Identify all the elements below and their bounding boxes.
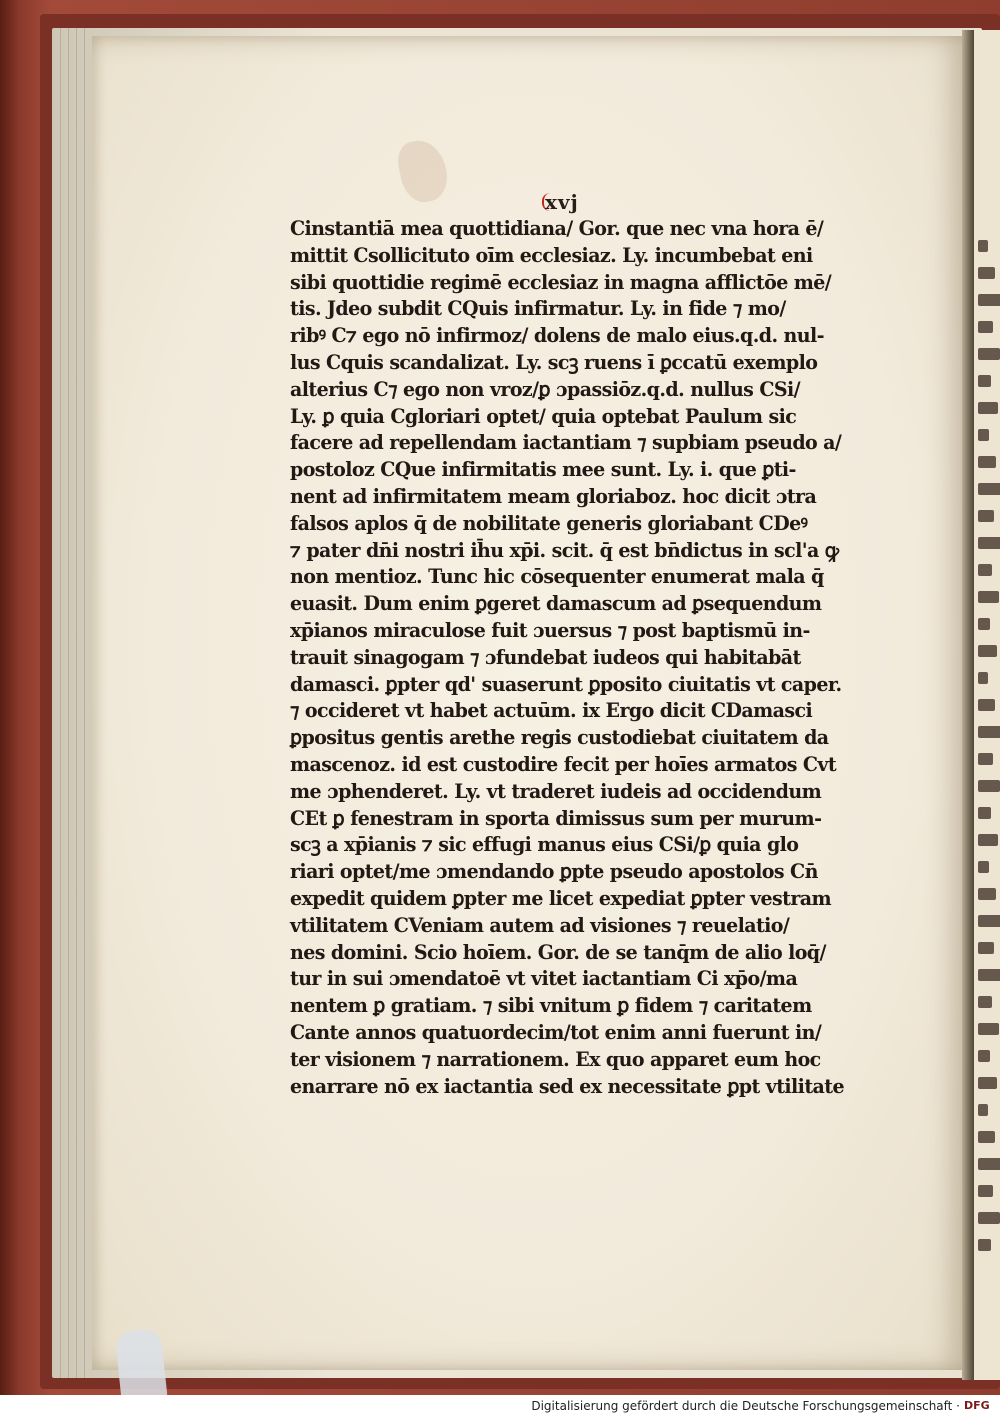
text-line: riari optet/me ɔmendando ꝑpte pseudo apostolos Cn̄ xyxy=(290,860,818,884)
text-line: postoloz CQue infirmitatis mee sunt. Ly. i. que ꝑti- xyxy=(290,458,796,482)
text-line: damasci. ꝑpter qd' suaserunt ꝑposito ciuitatis vt caper. xyxy=(290,672,842,696)
text-line: ⁊ occideret vt habet actuūm. ix Ergo dicit CDamasci xyxy=(290,699,813,723)
text-line: euasit. Dum enim ꝑgeret damascum ad ꝑsequendum xyxy=(290,592,822,616)
text-line: ꝑpositus gentis arethe regis custodiebat ciuitatem da xyxy=(290,726,829,750)
thumb-holder xyxy=(114,1328,167,1402)
folio-number: xvj xyxy=(545,190,579,214)
text-line: sibi quottidie regimē ecclesiaz in magna afflictōe mē/ xyxy=(290,270,832,294)
text-line: alterius C⁊ ego non vroz/ꝑ ɔpassiōz.q.d. nullus CSi/ xyxy=(290,377,801,401)
text-line: nent ad infirmitatem meam gloriaboz. hoc dicit ɔtra xyxy=(290,484,817,508)
text-line: ribꝰ C⁊ ego nō infirmoz/ dolens de malo eius.q.d. nul- xyxy=(290,324,824,348)
text-line: expedit quidem ꝑpter me licet expediat ꝑpter vestram xyxy=(290,886,832,910)
text-line: Cinstantiā mea quottidiana/ Gor. que nec vna hora ē/ xyxy=(290,217,824,240)
text-line: tur in sui ɔmendatoē vt vitet iactantiam Ci xp̄o/ma xyxy=(290,967,798,991)
text-line: enarrare nō ex iactantia sed ex necessitate ꝑpt vtilitate xyxy=(290,1074,844,1098)
text-line: Ly. ꝑ quia Cgloriari optet/ quia optebat Paulum sic xyxy=(290,404,797,428)
text-line: ter visionem ⁊ narrationem. Ex quo apparet eum hoc xyxy=(290,1047,821,1071)
text-line: ⁊ pater dn̄i nostri ih̄u xp̄i. scit. q̄ est bn̄dictus in scl'a ꝙ xyxy=(290,538,839,562)
footer-bar xyxy=(0,1395,1000,1419)
text-line: CEt ꝑ fenestram in sporta dimissus sum per murum- xyxy=(290,806,822,830)
text-line: facere ad repellendam iactantiam ⁊ supbiam pseudo a/ xyxy=(290,431,842,455)
text-line: scꝫ a xp̄ianis ⁊ sic effugi manus eius CSi/ꝑ quia glo xyxy=(290,833,799,857)
text-line: Cante annos quatuordecim/tot enim anni fuerunt in/ xyxy=(290,1020,822,1044)
text-line: xp̄ianos miraculose fuit ɔuersus ⁊ post baptismū in- xyxy=(290,618,810,642)
text-block xyxy=(290,216,890,1100)
text-line: falsos aplos q̄ de nobilitate generis gloriabant CDeꝰ xyxy=(290,511,808,535)
dfg-logo: DFG xyxy=(964,1399,990,1412)
text-line: vtilitatem CVeniam autem ad visiones ⁊ reuelatio/ xyxy=(290,913,790,937)
facing-page-edge xyxy=(974,30,1000,1380)
text-line: mittit Csollicituto oīm ecclesiaz. Ly. incumbebat eni xyxy=(290,243,813,267)
footer-credit: Digitalisierung gefördert durch die Deutsche Forschungsgemeinschaft · xyxy=(531,1399,960,1413)
text-line: trauit sinagogam ⁊ ɔfundebat iudeos qui habitabāt xyxy=(290,645,801,669)
text-line: lus Cquis scandalizat. Ly. scꝫ ruens ī ꝑccatū exemplo xyxy=(290,350,818,374)
text-line: me ɔphenderet. Ly. vt traderet iudeis ad occidendum xyxy=(290,779,822,803)
text-line: mascenoz. id est custodire fecit per hoīes armatos Cvt xyxy=(290,752,837,776)
text-line: nentem ꝑ gratiam. ⁊ sibi vnitum ꝑ fidem ⁊ caritatem xyxy=(290,994,812,1018)
text-line: nes domini. Scio hoīem. Gor. de se tanq̄m de alio loq̄/ xyxy=(290,940,826,964)
text-line: non mentioz. Tunc hic cōsequenter enumerat mala q̄ xyxy=(290,565,824,589)
text-line: tis. Jdeo subdit CQuis infirmatur. Ly. in fide ⁊ mo/ xyxy=(290,297,786,321)
